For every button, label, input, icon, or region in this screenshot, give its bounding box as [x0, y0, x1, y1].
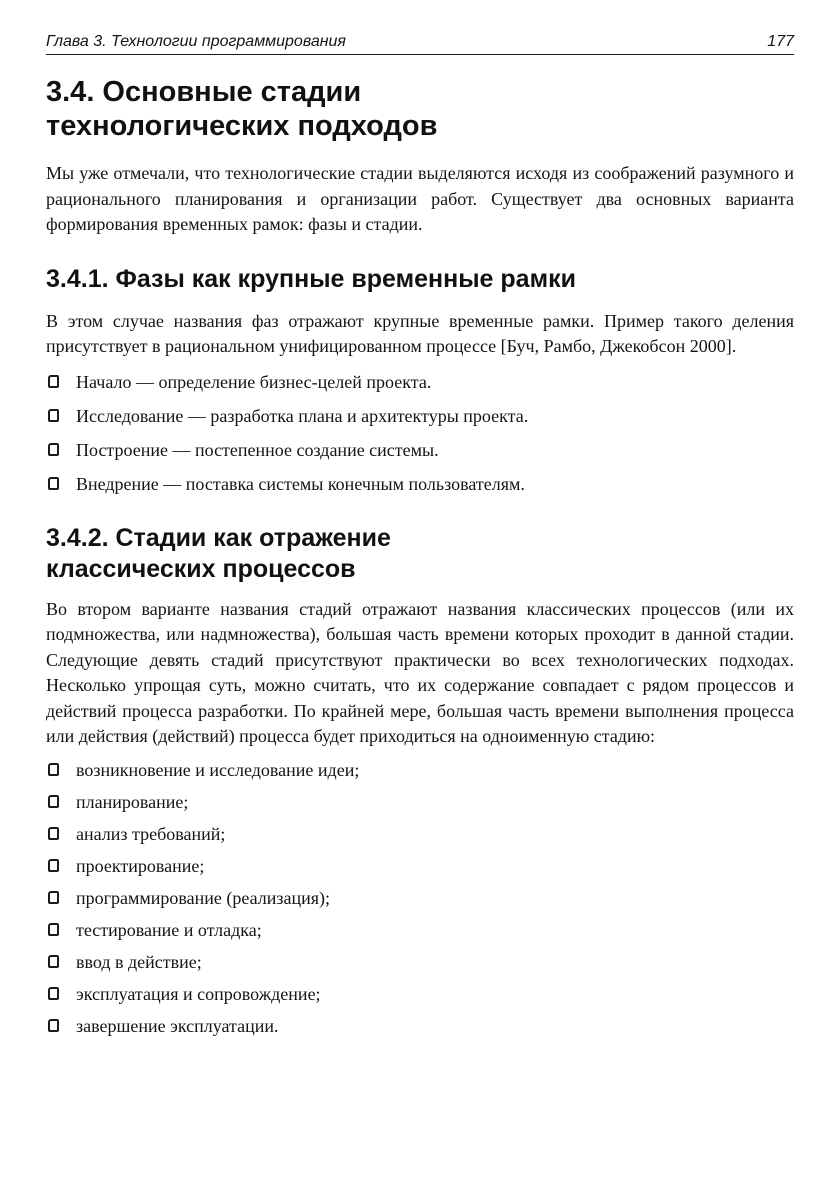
- checkbox-bullet-icon: [48, 477, 59, 490]
- list-item: [46, 399, 794, 433]
- checkbox-bullet-icon: [48, 409, 59, 422]
- list-item-text: возникновение и исследование идеи;: [76, 759, 360, 780]
- list-item: [46, 882, 794, 914]
- subsection-heading-stages: 3.4.2. Стадии как отражение классических процессов: [46, 523, 391, 583]
- list-item-text: анализ требований;: [76, 823, 226, 844]
- list-item-text: Внедрение — поставка системы конечным пользователям.: [76, 473, 525, 494]
- list-item: [46, 754, 794, 786]
- checkbox-bullet-icon: [48, 955, 59, 968]
- list-item-text: проектирование;: [76, 855, 205, 876]
- list-item: [46, 818, 794, 850]
- checkbox-bullet-icon: [48, 859, 59, 872]
- list-item: [46, 365, 794, 399]
- list-item-text: ввод в действие;: [76, 951, 202, 972]
- list-item-text: Исследование — разработка плана и архитектуры проекта.: [76, 405, 529, 426]
- checkbox-bullet-icon: [48, 795, 59, 808]
- running-header: [46, 32, 794, 55]
- list-item-text: завершение эксплуатации.: [76, 1015, 279, 1036]
- list-item-text: программирование (реализация);: [76, 887, 331, 908]
- list-item: [46, 433, 794, 467]
- list-item: [46, 946, 794, 978]
- checkbox-bullet-icon: [48, 987, 59, 1000]
- list-item: [46, 1010, 794, 1042]
- list-item-text: планирование;: [76, 791, 189, 812]
- stages-paragraph: Во втором варианте названия стадий отражают названия классических процессов (или их подмножества, или надмножества), большая часть времени которых проходит в данной стадии. Следующие девять стадий присутствуют практически во всех технологических подходах. Несколько упрощая суть, можно считать, что их содержание совпадает с рядом процессов и действий процесса разработки. По крайней мере, большая часть времени выполнения процесса или действия (действий) процесса будет приходиться на одноименную стадию:: [46, 598, 794, 746]
- list-item: [46, 467, 794, 501]
- checkbox-bullet-icon: [48, 443, 59, 456]
- book-page: [46, 32, 794, 1042]
- stages-list: [46, 754, 794, 1042]
- list-item: [46, 850, 794, 882]
- list-item-text: тестирование и отладка;: [76, 919, 262, 940]
- phases-list: [46, 365, 794, 501]
- list-item-text: эксплуатация и сопровождение;: [76, 983, 321, 1004]
- checkbox-bullet-icon: [48, 375, 59, 388]
- section-title: 3.4. Основные стадии технологических подходов: [46, 76, 438, 142]
- page-number: 177: [767, 33, 794, 50]
- checkbox-bullet-icon: [48, 891, 59, 904]
- subsection-heading-phases: 3.4.1. Фазы как крупные временные рамки: [46, 264, 576, 293]
- list-item: [46, 978, 794, 1010]
- list-item: [46, 786, 794, 818]
- list-item: [46, 914, 794, 946]
- intro-paragraph: Мы уже отмечали, что технологические стадии выделяются исходя из соображений разумного и рационального планирования и организации работ. Существует два основных варианта формирования временных рамок: фазы и стадии.: [46, 163, 794, 234]
- chapter-title: Глава 3. Технологии программирования: [46, 33, 346, 50]
- checkbox-bullet-icon: [48, 923, 59, 936]
- phases-paragraph: В этом случае названия фаз отражают крупные временные рамки. Пример такого деления присутствует в рациональном унифицированном процессе [Буч, Рамбо, Джекобсон 2000].: [46, 310, 794, 356]
- list-item-text: Начало — определение бизнес-целей проекта.: [76, 371, 432, 392]
- checkbox-bullet-icon: [48, 1019, 59, 1032]
- checkbox-bullet-icon: [48, 827, 59, 840]
- list-item-text: Построение — постепенное создание системы.: [76, 439, 439, 460]
- checkbox-bullet-icon: [48, 763, 59, 776]
